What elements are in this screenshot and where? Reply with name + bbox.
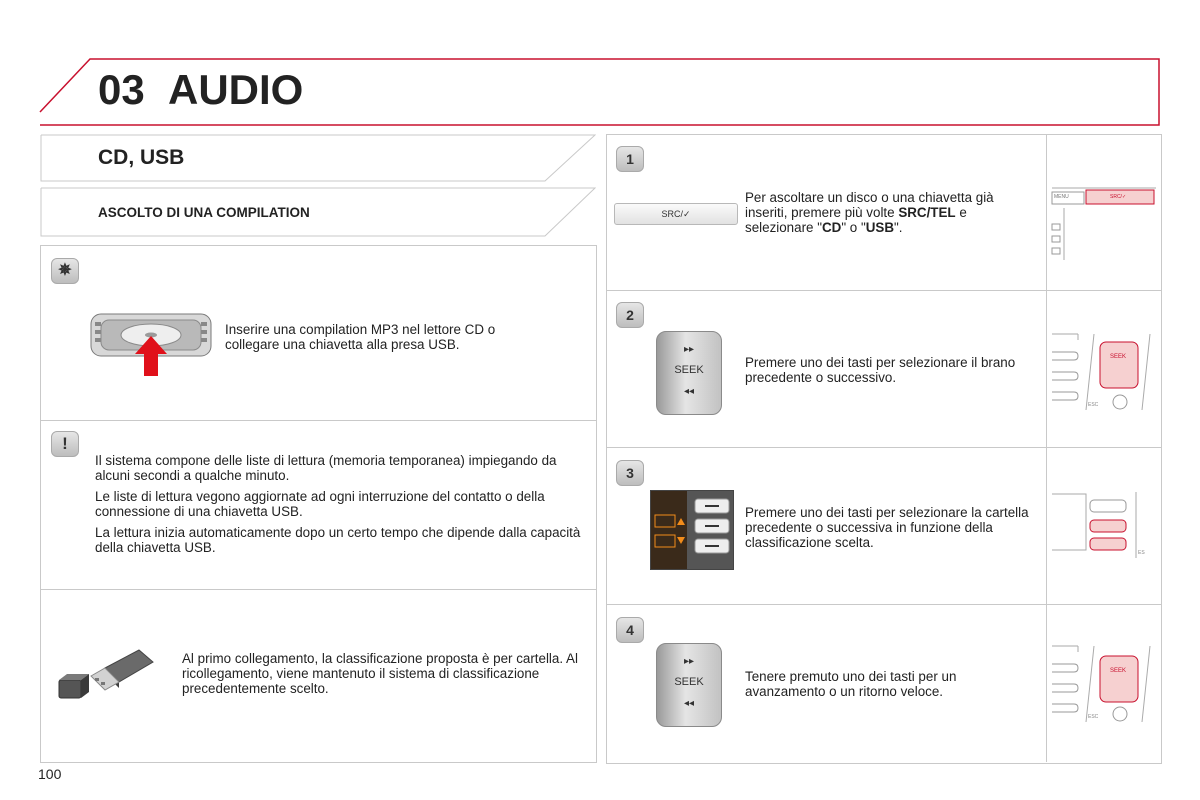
step-number-badge: 4 — [616, 617, 644, 643]
exclamation-icon: ! — [51, 431, 79, 457]
step-2-diagram: SEEK ESC — [1050, 330, 1158, 420]
chapter-number: 03 — [98, 66, 145, 113]
seek-label: SEEK — [674, 364, 704, 376]
folder-buttons-illustration — [650, 490, 734, 570]
step-4-diagram: SEEK ESC — [1050, 642, 1158, 732]
sun-icon: ✵ — [51, 258, 79, 284]
steps-row-divider — [606, 290, 1161, 291]
cd-panel — [40, 245, 597, 421]
cd-panel-text: Inserire una compilation MP3 nel lettore CD o collegare una chiavetta alla presa USB. — [225, 322, 496, 352]
seek-forward-icon: ▸▸ — [683, 344, 695, 355]
subsection-title: ASCOLTO DI UNA COMPILATION — [98, 205, 310, 220]
seek-button[interactable] — [656, 331, 722, 415]
warning-panel — [40, 420, 597, 590]
step-number-badge: 2 — [616, 302, 644, 328]
usb-panel — [40, 589, 597, 763]
steps-row-divider — [606, 604, 1161, 605]
step-3-diagram: ES — [1050, 488, 1158, 578]
seek-back-icon: ◂◂ — [683, 386, 695, 397]
src-tel-button[interactable]: SRC/✓ — [614, 203, 738, 225]
warning-text — [95, 453, 585, 561]
step-number-badge: 1 — [616, 146, 644, 172]
usb-panel-text: Al primo collegamento, la classificazione proposta è per cartella. Al ricollegamento, viene mantenuto il sistema di classificazione precedentemente scelto. — [182, 651, 578, 696]
steps-row-divider — [606, 447, 1161, 448]
cd-player-illustration — [89, 310, 215, 380]
seek-back-icon: ◂◂ — [683, 698, 695, 709]
chapter-title: AUDIO — [168, 66, 304, 113]
step-4-text: Tenere premuto uno dei tasti per un avanzamento o un ritorno veloce. — [745, 669, 957, 699]
step-number-badge: 3 — [616, 460, 644, 486]
page-number: 100 — [38, 766, 62, 782]
seek-forward-icon: ▸▸ — [683, 656, 695, 667]
seek-button[interactable] — [656, 643, 722, 727]
section-title: CD, USB — [98, 146, 185, 169]
step-1-diagram: MENU SRC/✓ — [1050, 186, 1158, 276]
seek-label: SEEK — [674, 676, 704, 688]
warning-paragraph: La lettura inizia automaticamente dopo un certo tempo che dipende dalla capacità della chiavetta USB. — [95, 525, 581, 555]
warning-paragraph: Il sistema compone delle liste di lettura (memoria temporanea) impiegando da alcuni secondi a qualche minuto. — [95, 453, 557, 483]
step-3-text: Premere uno dei tasti per selezionare la cartella precedente o successiva in funzione della classificazione scelta. — [745, 505, 1029, 550]
warning-paragraph: Le liste di lettura vegono aggiornate ad ogni interruzione del contatto o della connessione di una chiavetta USB. — [95, 489, 545, 519]
step-2-text: Premere uno dei tasti per selezionare il brano precedente o successivo. — [745, 355, 1016, 385]
steps-divider — [1046, 134, 1047, 762]
usb-stick-icon — [55, 648, 155, 704]
step-1-text: Per ascoltare un disco o una chiavetta già inseriti, premere più volte SRC/TEL e selezionare "CD" o "USB". — [745, 190, 994, 235]
